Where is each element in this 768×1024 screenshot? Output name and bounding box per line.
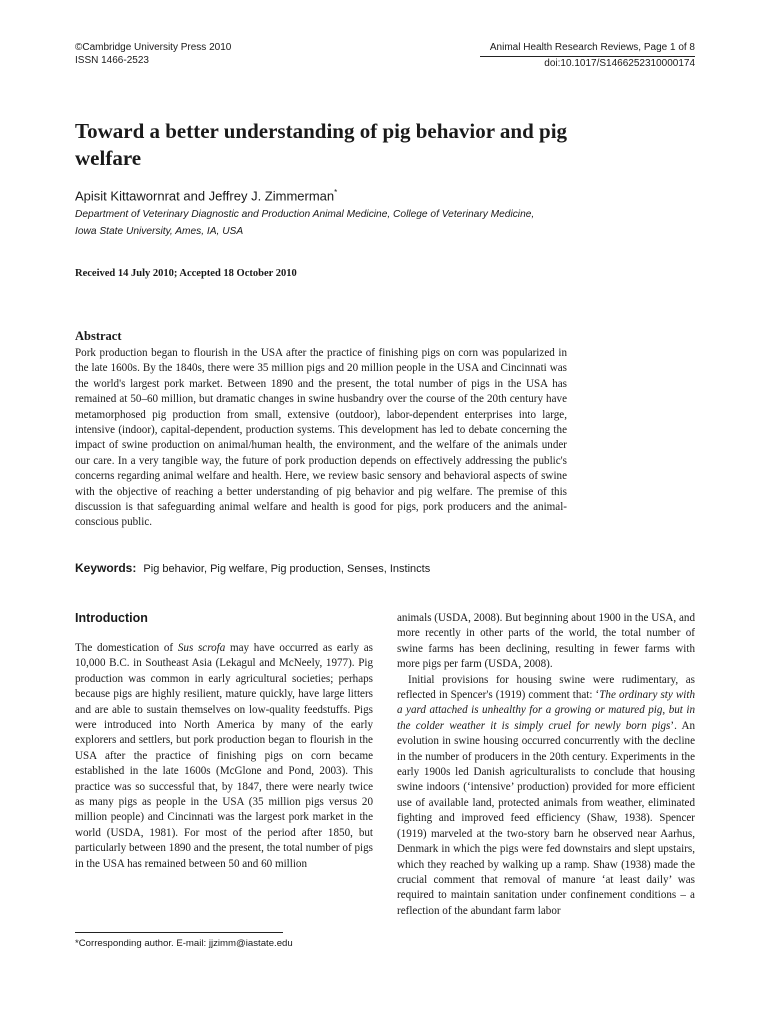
quotation: The ordinary sty with a yard attached is unhealthy for a growing or matured pig, but in the colder weather it is simply cruel for newly born pigs xyxy=(397,689,695,732)
keywords xyxy=(75,561,595,575)
footnote: *Corresponding author. E-mail: jjzimm@iastate.edu xyxy=(75,938,293,949)
authors: Apisit Kittawornrat and Jeffrey J. Zimmerman xyxy=(75,188,335,204)
author-line xyxy=(75,188,337,203)
intro-paragraph-2 xyxy=(397,673,695,920)
issn-line: ISSN 1466-2523 xyxy=(75,54,149,66)
text-run: ’. An evolution in swine housing occurred concurrently with the decline in the number of producers in the 20th century. Experiments in the early 1900s led Danish agriculturalists to conclude that housing swine indoors (‘intensive’ production) provided for more efficient use of available land, protected animals from weather, eliminated fighting and improved feed efficiency (Shaw, 1938). Spencer (1919) marveled at the two-story barn he observed near Aarhus, Denmark in which the pigs were fed downstairs and slept upstairs, which they reached by walking up a ramp. Shaw (1938) made the crucial comment that removal of manure ‘at least daily’ was required to maintain sanitation under confinement conditions – a reflection of the abundant farm labor xyxy=(397,719,696,917)
journal-citation: Animal Health Research Reviews, Page 1 of 8 xyxy=(489,42,695,53)
text-run: The domestication of xyxy=(75,642,178,654)
introduction-heading: Introduction xyxy=(75,611,148,625)
body-column-left xyxy=(75,628,373,872)
doi-link[interactable]: doi:10.1017/S1466252310000174 xyxy=(544,57,695,69)
corresponding-author-mark: * xyxy=(334,188,338,197)
abstract-text: Pork production began to flourish in the USA after the practice of finishing pigs on corn was popularized in the late 1600s. By the 1840s, there were 35 million pigs and 20 million people in the USA and Cincinnati was the world's largest pork market. Between 1890 and the present, the total number of pigs in the USA has remained at 50–60 million, but dramatic changes in swine husbandry over the course of the 20th century have metamorphosed pig production from small, extensive (outdoor), labor-dependent enterprises into large, intensive (indoor), capital-dependent, production systems. This development has led to debate concerning the impact of swine production on animal/human health, the environment, and the welfare of the animals under our care. In a very tangible way, the future of pork production depends on effectively addressing the public's concerns regarding animal welfare and health. Here, we review basic sensory and behavioral aspects of swine with the objective of reaching a better understanding of pig behavior and pig welfare. The premise of this discussion is that safeguarding animal welfare and health is good for pigs, pork producers and the animal-conscious public. xyxy=(75,347,567,529)
keywords-list: Pig behavior, Pig welfare, Pig production, Senses, Instincts xyxy=(143,563,431,575)
affiliation: Department of Veterinary Diagnostic and Production Animal Medicine, College of Veterinary Medicine, Iowa State University, Ames, IA, USA xyxy=(75,209,535,237)
article-title: Toward a better understanding of pig behavior and pig welfare xyxy=(75,119,568,170)
received-dates: Received 14 July 2010; Accepted 18 October 2010 xyxy=(75,268,297,279)
header-rule xyxy=(480,56,695,57)
copyright-line: ©Cambridge University Press 2010 xyxy=(75,42,232,53)
intro-paragraph-1-continued: animals (USDA, 2008). But beginning about 1900 in the USA, and more recently in other parts of the world, the total number of swine farms has been declining, resulting in fewer farms with more pigs per farm (USDA, 2008). xyxy=(397,612,695,671)
species-name: Sus scrofa xyxy=(177,642,226,654)
intro-paragraph-1 xyxy=(75,641,373,872)
text-run: may have occurred as early as 10,000 B.C. in Southeast Asia (Lekagul and McNeely, 1977). Pig production was common in early agricultural societies; perhaps because pigs are highly resilient, mature quickly, have large litters and are able to sustain themselves on low-quality feedstuffs. Pigs were introduced into North America by many of the early explorers and settlers, but pork production began to flourish in the USA after the practice of finishing pigs on corn became established in the late 1600s (McGlone and Pond, 2003). This practice was so successful that, by 1847, there were nearly twice as many pigs as people in the USA (35 million pigs versus 20 million people) and Cincinnati was the largest pork market in the world (USDA, 1981). For most of the period after 1850, but particularly between 1890 and the present, the total number of pigs in the USA has remained between 50 and 60 million xyxy=(75,642,373,870)
keywords-label: Keywords: xyxy=(75,561,137,575)
journal-header-left xyxy=(75,42,231,67)
text-run: Initial provisions for housing swine were rudimentary, as reflected in Spencer's (1919) comment that: ‘ xyxy=(397,673,695,702)
body-column-right xyxy=(397,611,695,919)
abstract-heading: Abstract xyxy=(75,329,122,343)
footnote-rule xyxy=(75,932,283,933)
